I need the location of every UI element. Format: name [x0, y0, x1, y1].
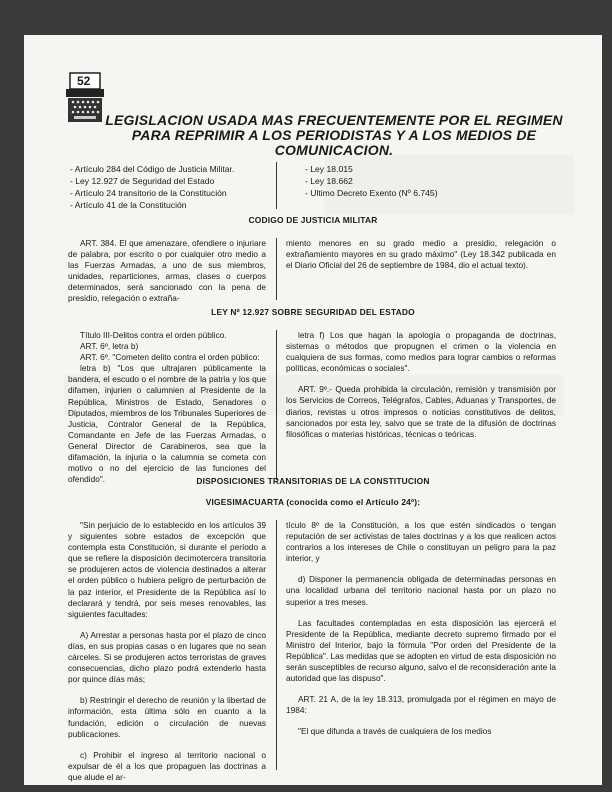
section-subheading-dtc: VIGESIMACUARTA (conocida como el Artículo 24º): — [205, 497, 421, 507]
paragraph: letra f) Los que hagan la apología o propaganda de doctrinas, sistemas o métodos que propugnen el crimen o la violencia en cualquiera de sus formas, como medios para lograr cambios o reformas políticas, económicas o sociales". — [286, 330, 556, 374]
paragraph: ART. 9º.- Queda prohibida la circulación, remisión y transmisión por los Servicios de Correos, Telégrafos, Cables, Aduanas y Transportes, de diarios, revistas u otros impresos o noticias constitutivos de delitos, sancionados por esta ley, salvo que se trate de la difusión de doctrinas filosóficas o materias históricas, técnicas o teóricas. — [286, 384, 556, 439]
paragraph: miento menores en su grado medio a presidio, relegación o extrañamiento mayores en su grado máximo" (Ley 18.342 publicada en el Diario Oficial del 26 de septiembre de 1984, dio el actual texto). — [286, 238, 556, 271]
paragraph: tículo 8º de la Constitución, a los que estén sindicados o tengan reputación de ser activistas de tales doctrinas y a los que realicen actos contrarios a los intereses de Chile o constituyan un peligro para la paz interior, y — [286, 520, 556, 564]
paragraph: "El que difunda a través de cualquiera de los medios — [298, 726, 492, 737]
law-item: - Artículo 24 transitorio de la Constitución — [70, 188, 227, 198]
paragraph: c) Prohibir el ingreso al territorio nacional o expulsar de él a los que propaguen las doctrinas a que alude el ar- — [68, 749, 266, 782]
paragraph: ART. 21 A, de la ley 18.313, promulgada por el régimen en mayo de 1984: — [286, 694, 556, 716]
paragraph: Título III-Delitos contra el orden público. — [80, 330, 227, 340]
section-heading-cjm: CODIGO DE JUSTICIA MILITAR — [248, 215, 378, 225]
laws-list-right — [305, 163, 438, 199]
lse-left-column — [68, 330, 266, 495]
section-heading-dtc: DISPOSICIONES TRANSITORIAS DE LA CONSTITUCION — [196, 476, 430, 486]
paragraph: "Sin perjuicio de lo establecido en los artículos 39 y siguientes sobre estados de excepción que contempla esta Constitución, si durante el período a que se refiere la disposición decimotercera transitoria se produjeren actos de violencia destinados a alterar el orden público o hubiera peligro de perturbación de la paz interior, el Presidente de la República así lo declarará y tendrá, por seis meses renovables, las siguientes facultades: — [68, 520, 266, 619]
law-item: - Ley 18.662 — [305, 176, 353, 186]
paragraph: Las facultades contempladas en esta disposición las ejercerá el Presidente de la República, mediante decreto supremo firmado por el Ministro del Interior, bajo la fórmula "Por orden del Presidente de la República". Las medidas que se adopten en virtud de esta disposición no serán susceptibles de recurso alguno, salvo el de reconsideración ante la autoridad que las dispuso". — [286, 617, 556, 684]
law-item: - Artículo 284 del Código de Justicia Militar. — [70, 164, 235, 174]
paragraph: ART. 6º. "Cometen delito contra el orden público: — [80, 352, 260, 363]
page-number: 52 — [77, 74, 91, 88]
law-item: - Artículo 41 de la Constitución — [70, 200, 187, 210]
dtc-left-column — [68, 520, 266, 783]
law-item: - Ultimo Decreto Exento (Nº 6.745) — [305, 188, 438, 198]
laws-list-left — [70, 163, 234, 211]
section-heading-lse: LEY Nº 12.927 SOBRE SEGURIDAD DEL ESTADO — [211, 307, 415, 317]
scanned-page — [24, 35, 602, 785]
paragraph: ART. 6º, letra b) — [80, 341, 139, 352]
law-item: - Ley 12.927 de Seguridad del Estado — [70, 176, 215, 186]
paragraph: ART. 384. El que amenazare, ofendiere o injuriare de palabra, por escrito o por cualquier otro medio a las Fuerzas Armadas, a uno de sus miembros, unidades, reparticiones, armas, clases o cuerpos determinados, será sancionado con la pena de presidio, relegación o extraña- — [68, 238, 266, 304]
dtc-right-column — [286, 520, 556, 738]
column-rule — [276, 238, 277, 300]
page-title: LEGISLACION USADA MAS FRECUENTEMENTE POR EL REGIMEN PARA REPRIMIR A LOS PERIODISTAS Y A LOS MEDIOS DE COMUNICACION. — [105, 112, 563, 158]
column-rule — [276, 330, 277, 480]
cjm-right-column — [286, 238, 556, 281]
list-divider — [276, 162, 277, 209]
paragraph: A) Arrestar a personas hasta por el plazo de cinco días, en sus propias casas o en lugares que no sean cárceles. Si se produjeren actos terroristas de graves consecuencias, dicho plazo podrá extenderlo hasta por quince días más; — [68, 629, 266, 685]
law-item: - Ley 18.015 — [305, 164, 353, 174]
cjm-left-column — [68, 238, 266, 315]
lse-right-column — [286, 330, 556, 450]
paragraph: b) Restringir el derecho de reunión y la libertad de información, esta última sólo en cuanto a la fundación, edición o circulación de nuevas publicaciones. — [68, 695, 266, 739]
paragraph: letra b) "Los que ultrajaren públicamente la bandera, el escudo o el nombre de la patria y los que difamen, injurien o calumnien al Presidente de la República, Ministros de Estado, Senadores o Diputados, miembros de los Tribunales Superiores de Justicia, Contralor General de la República, Comandante en Jefe de las Fuerzas Armadas, o General Director de Carabineros, sea que la difamación, la injuria o la calumnia se cometa con motivo o no del ejercicio de las funciones del ofendido". — [68, 363, 266, 485]
column-rule — [276, 520, 277, 770]
paragraph: d) Disponer la permanencia obligada de determinadas personas en una localidad urbana del territorio nacional hasta por un plazo no superior a tres meses. — [286, 574, 556, 607]
